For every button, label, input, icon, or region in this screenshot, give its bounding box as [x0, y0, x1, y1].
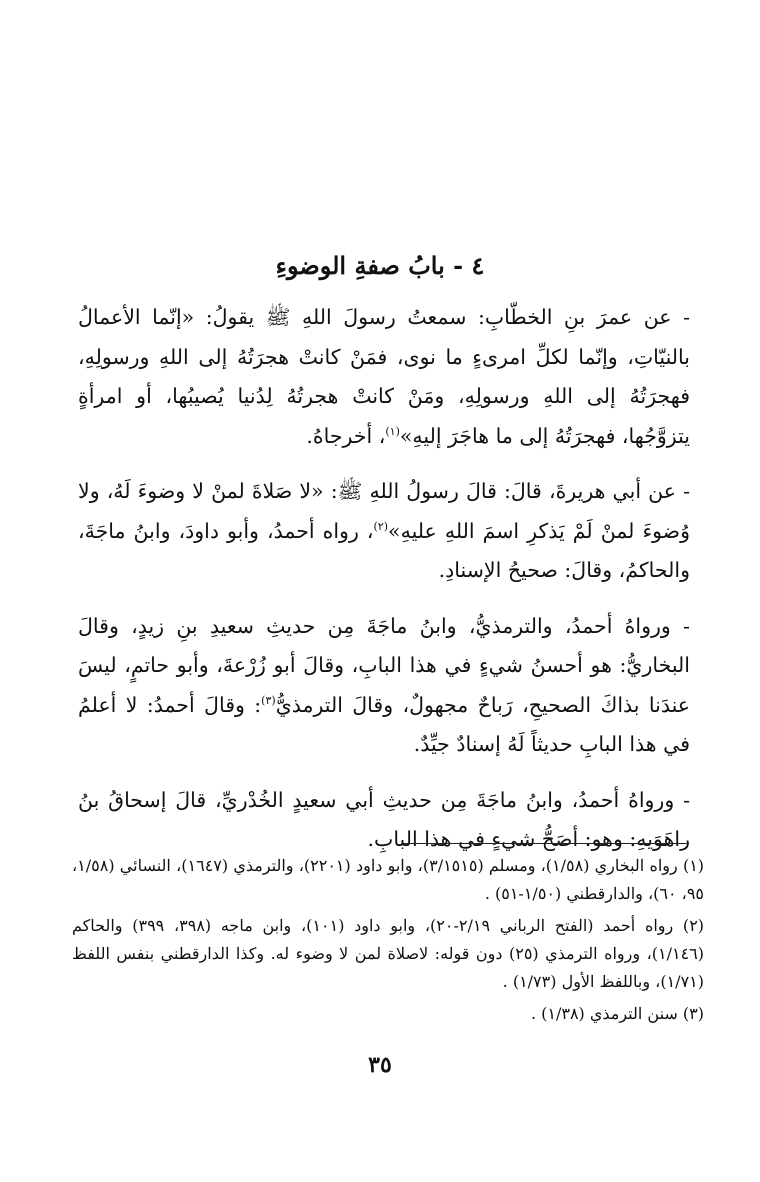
page-number: ٣٥	[368, 1052, 392, 1078]
hadith-paragraph	[78, 298, 690, 456]
footnotes	[72, 852, 704, 1032]
chapter-title: ٤ - بابُ صفةِ الوضوءِ	[275, 251, 485, 280]
hadith-paragraph	[78, 472, 690, 591]
footnote-ref: (٣)	[261, 693, 276, 707]
paragraph-text: - عن أبي هريرةَ، قالَ: قالَ رسولُ اللهِ ﷺ: «لا صَلاةَ لمنْ لا وضوءَ لَهُ، ولا وُضوءَ لمنْ لَمْ يَذكرِ اسمَ اللهِ عليهِ»	[78, 479, 690, 543]
paragraph-text: - عن عمرَ بنِ الخطّابِ: سمعتُ رسولَ اللهِ ﷺ يقولُ: «إنّما الأعمالُ بالنيّاتِ، وإنّما لكلِّ امرىءٍ ما نوى، فمَنْ كانتْ هجرَتُهُ إلى اللهِ ورسولِهِ، فهجرَتُهُ إلى اللهِ ورسولِهِ، ومَنْ كانتْ هجرتُهُ لِدُنيا يُصيبُها، أو امرأةٍ يتزوَّجُها، فهجرَتُهُ إلى ما هاجَرَ إليهِ»	[78, 305, 690, 448]
footnote: (١) رواه البخاري (١/٥٨)، ومسلم (٣/١٥١٥)، وابو داود (٢٢٠١)، والترمذي (١٦٤٧)، النسائي (١/٥٨، ٩٥، ٦٠)، والدارقطني (١/٥٠-٥١) .	[72, 856, 705, 903]
main-text	[78, 298, 690, 876]
hadith-paragraph	[78, 781, 690, 860]
footnote-ref: (١)	[385, 424, 400, 438]
paragraph-text: - ورواهُ أحمدُ، وابنُ ماجَةَ مِن حديثِ أبي سعيدٍ الخُدْريِّ، قالَ إسحاقُ بنُ راهَوَيهِ: وهو: أصَحُّ شيءٍ في هذا البابِ.	[78, 787, 690, 851]
footnote: (٣) سنن الترمذي (١/٣٨) .	[530, 1004, 704, 1023]
footnote: (٢) رواه أحمد (الفتح الرباني ٢/١٩-٢٠)، وابو داود (١٠١)، وابن ماجه (٣٩٨، ٣٩٩) والحاكم (١/١٤٦)، ورواه الترمذي (٢٥) دون قوله: لاصلاة لمن لا وضوء له. وكذا الدارقطني بنفس اللفظ (١/٧١)، وباللفظ الأول (١/٧٣) .	[72, 916, 705, 991]
paragraph-tail: : وقالَ أحمدُ: لا أعلمُ في هذا البابِ حديثاً لَهُ إسنادٌ جيِّدٌ.	[78, 692, 690, 756]
footnote-divider	[403, 843, 688, 844]
hadith-paragraph	[78, 607, 690, 765]
footnote-ref: (٢)	[373, 519, 389, 533]
paragraph-tail: ، رواه أحمدُ، وأبو داودَ، وابنُ ماجَةَ، والحاكمُ، وقالَ: صحيحُ الإسنادِ.	[78, 518, 690, 582]
paragraph-text: - ورواهُ أحمدُ، والترمذيُّ، وابنُ ماجَةَ مِن حديثِ سعيدِ بنِ زيدٍ، وقالَ البخاريُّ: هو أحسنُ شيءٍ في هذا البابِ، وقالَ أبو زُرْعةَ، وأبو حاتمٍ، ليسَ عندَنا بذاكَ الصحيحِ، رَباحٌ مجهولٌ، وقالَ الترمذيُّ	[78, 613, 691, 717]
paragraph-tail: ، أخرجاهُ.	[306, 423, 386, 448]
